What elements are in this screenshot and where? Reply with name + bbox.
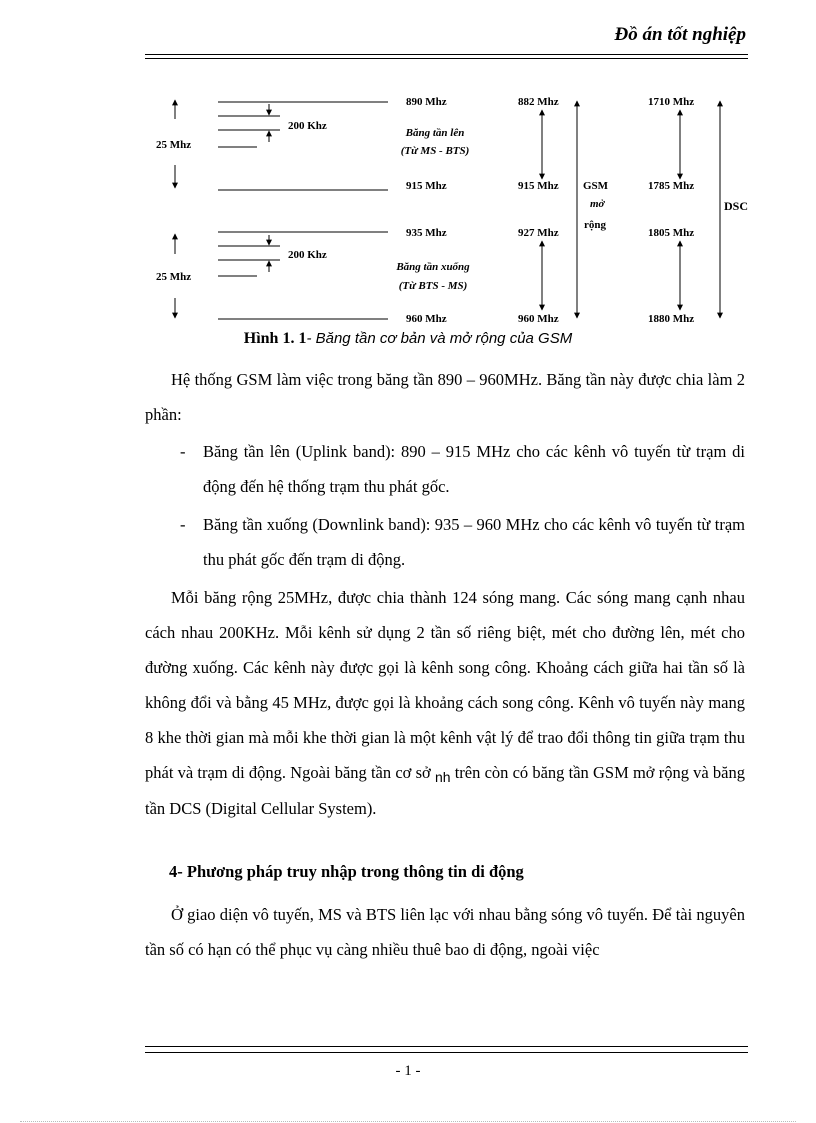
freq-927: 927 Mhz: [518, 227, 559, 239]
gsm-ext-label-1: GSM: [583, 180, 609, 192]
page-number: - 1 -: [395, 1063, 421, 1079]
page-bottom-dotted-line: [20, 1121, 796, 1122]
paragraph-bandwidth: [145, 580, 745, 826]
bw-label-uplink: 25 Mhz: [156, 139, 192, 151]
freq-1710: 1710 Mhz: [648, 96, 695, 108]
paragraph-bandwidth-text-a: Mỗi băng rộng 25MHz, được chia thành 124 sóng mang. Các sóng mang cạnh nhau cách nhau 200KHz. Mỗi kênh sử dụng 2 tần số riêng biệt, mét cho đường lên, mét cho đường xuống. Các kênh này được gọi là kênh song công. Khoảng cách giữa hai tần số là không đổi và bằng 45 MHz, được gọi là khoảng cách song công. Kênh vô tuyến này mang 8 khe thời gian mà mỗi khe thời gian là một kênh vật lý để trao đổi thông tin giữa trạm thu phát và trạm di động. Ngoài băng tần cơ sở: [145, 588, 745, 782]
downlink-label-1: Băng tần xuống: [396, 261, 470, 273]
bullet-marker-1: -: [180, 442, 186, 461]
freq-882: 882 Mhz: [518, 96, 559, 108]
uplink-label-2: (Từ MS - BTS): [400, 145, 470, 157]
gsm-band-diagram: [140, 86, 760, 336]
bullet-marker-2: -: [180, 515, 186, 534]
freq-935: 935 Mhz: [406, 227, 447, 239]
header-rule-top: [145, 54, 748, 55]
dcs-label: DSC: [724, 199, 749, 213]
paragraph-intro: Hệ thống GSM làm việc trong băng tần 890 – 960MHz. Băng tần này được chia làm 2 phần:: [145, 370, 745, 424]
gsm-ext-label-2: mở: [590, 198, 605, 210]
footer-rule-bottom: [145, 1052, 748, 1053]
header-rule-bottom: [145, 58, 748, 59]
bullet-uplink: Băng tần lên (Uplink band): 890 – 915 MHz cho các kênh vô tuyến từ trạm di động đến hệ thống trạm thu phát gốc.: [203, 442, 745, 496]
stray-nh-text: nh: [434, 769, 451, 785]
freq-1785: 1785 Mhz: [648, 180, 695, 192]
gsm-ext-label-3: rộng: [584, 219, 606, 231]
document-header-title: Đồ án tốt nghiệp: [614, 24, 746, 45]
freq-1880: 1880 Mhz: [648, 313, 695, 325]
paragraph-access: Ở giao diện vô tuyến, MS và BTS liên lạc với nhau bằng sóng vô tuyến. Để tài nguyên tần số có hạn có thể phục vụ càng nhiều thuê bao di động, ngoài việc: [145, 905, 745, 959]
freq-915: 915 Mhz: [406, 180, 447, 192]
bullet-downlink: Băng tần xuống (Downlink band): 935 – 960 MHz cho các kênh vô tuyến từ trạm thu phát gốc đến trạm di động.: [203, 515, 745, 569]
section-heading: 4- Phương pháp truy nhập trong thông tin di động: [169, 862, 524, 881]
bw-label-downlink: 25 Mhz: [156, 271, 192, 283]
freq-890: 890 Mhz: [406, 96, 447, 108]
channel-label-downlink: 200 Khz: [288, 249, 327, 261]
figure-description: - Băng tần cơ bản và mở rộng của GSM: [306, 330, 573, 347]
channel-label-uplink: 200 Khz: [288, 120, 327, 132]
paragraph-bandwidth-text-b: trên còn có băng tần GSM mở rộng và băng tần DCS (Digital Cellular System).: [145, 763, 746, 818]
downlink-label-2: (Từ BTS - MS): [398, 280, 468, 292]
footer-rule-top: [145, 1046, 748, 1047]
freq-915-ext: 915 Mhz: [518, 180, 559, 192]
figure-number: Hình 1. 1: [243, 330, 307, 347]
freq-1805: 1805 Mhz: [648, 227, 695, 239]
freq-960-ext: 960 Mhz: [518, 313, 559, 325]
uplink-label-1: Băng tần lên: [405, 127, 465, 139]
figure-caption: [0, 330, 816, 348]
freq-960: 960 Mhz: [406, 313, 447, 325]
